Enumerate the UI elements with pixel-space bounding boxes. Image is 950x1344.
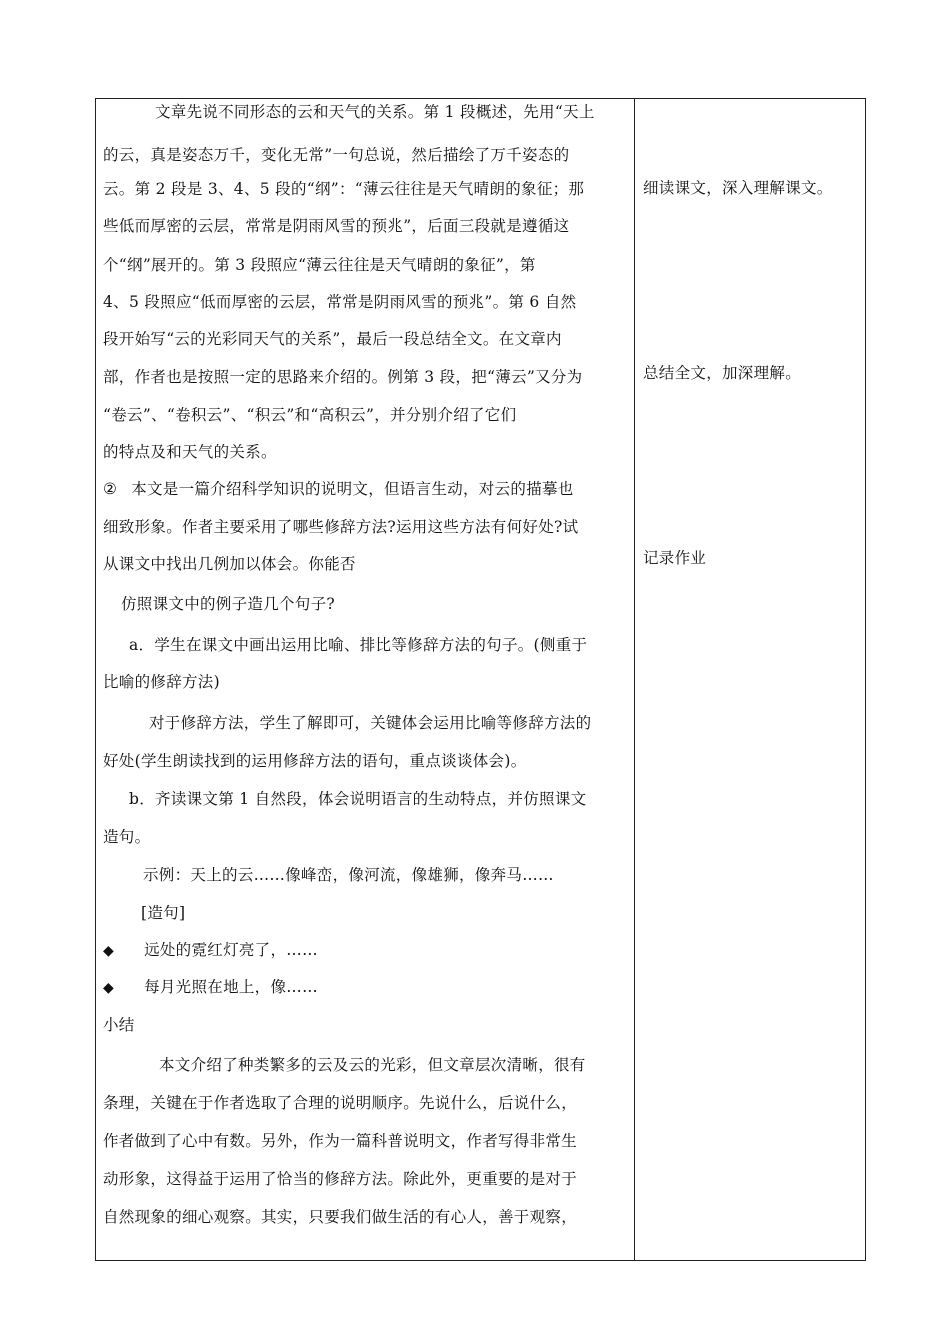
text-line: 比喻的修辞方法) — [103, 673, 220, 691]
summary-heading: 小结 — [103, 1016, 135, 1034]
text-line: a．学生在课文中画出运用比喻、排比等修辞方法的句子。(侧重于 — [129, 636, 588, 654]
text-line: 的云，真是姿态万千，变化无常”一句总说，然后描绘了万千姿态的 — [103, 146, 570, 164]
text-line: b．齐读课文第 1 自然段，体会说明语言的生动特点，并仿照课文 — [129, 790, 587, 808]
text-line: 作者做到了心中有数。另外，作为一篇科普说明文，作者写得非常生 — [103, 1132, 578, 1150]
text-line: 部，作者也是按照一定的思路来介绍的。例第 3 段，把“薄云”又分为 — [103, 368, 583, 386]
question-line: ② 本文是一篇介绍科学知识的说明文，但语言生动，对云的描摹也 — [103, 480, 574, 498]
make-sentence-label: [造句] — [141, 904, 186, 922]
text-line: 些低而厚密的云层，常常是阴雨风雪的预兆”，后面三段就是遵循这 — [103, 217, 570, 235]
question-number: ② — [103, 480, 118, 498]
text-line: 仿照课文中的例子造几个句子? — [121, 595, 336, 613]
text-line: 对于修辞方法，学生了解即可，关键体会运用比喻等修辞方法的 — [149, 714, 592, 732]
text-line: 好处(学生朗读找到的运用修辞方法的语句，重点谈谈体会)。 — [103, 752, 527, 770]
text-line: 4、5 段照应“低而厚密的云层，常常是阴雨风雪的预兆”。第 6 自然 — [103, 293, 577, 311]
text-line: 个“纲”展开的。第 3 段照应“薄云往往是天气晴朗的象征”，第 — [103, 256, 536, 274]
text-line: 段开始写“云的光彩同天气的关系”，最后一段总结全文。在文章内 — [103, 330, 562, 348]
text-line: 自然现象的细心观察。其实，只要我们做生活的有心人，善于观察， — [103, 1208, 578, 1226]
column-divider — [634, 99, 635, 1260]
diamond-bullet-icon: ◆ — [103, 943, 115, 959]
text-line: 本文介绍了种类繁多的云及云的光彩，但文章层次清晰，很有 — [159, 1056, 586, 1074]
note-item: 记录作业 — [643, 549, 707, 567]
lesson-plan-table — [95, 98, 866, 1261]
text-line: 条理，关键在于作者选取了合理的说明顺序。先说什么，后说什么， — [103, 1094, 578, 1112]
example-line: 示例：天上的云……像峰峦，像河流，像雄狮，像奔马…… — [143, 866, 554, 884]
bullet-item: ◆ 每月光照在地上，像…… — [103, 978, 318, 996]
bullet-item: ◆ 远处的霓红灯亮了，…… — [103, 941, 318, 959]
note-item: 细读课文，深入理解课文。 — [643, 179, 833, 197]
text-line: 细致形象。作者主要采用了哪些修辞方法?运用这些方法有何好处?试 — [103, 518, 579, 536]
text-line: 文章先说不同形态的云和天气的关系。第 1 段概述，先用“天上 — [155, 103, 595, 121]
text-line: 动形象，这得益于运用了恰当的修辞方法。除此外，更重要的是对于 — [103, 1170, 578, 1188]
text-line: “卷云”、“卷积云”、“积云”和“高积云”，并分别介绍了它们 — [103, 406, 517, 424]
text-line: 的特点及和天气的关系。 — [103, 443, 277, 461]
note-item: 总结全文，加深理解。 — [643, 364, 802, 382]
diamond-bullet-icon: ◆ — [103, 980, 115, 996]
text-line: 从课文中找出几例加以体会。你能否 — [103, 555, 356, 573]
text-line: 云。第 2 段是 3、4、5 段的“纲”：“薄云往往是天气晴朗的象征；那 — [103, 180, 585, 198]
text-line: 造句。 — [103, 828, 151, 846]
